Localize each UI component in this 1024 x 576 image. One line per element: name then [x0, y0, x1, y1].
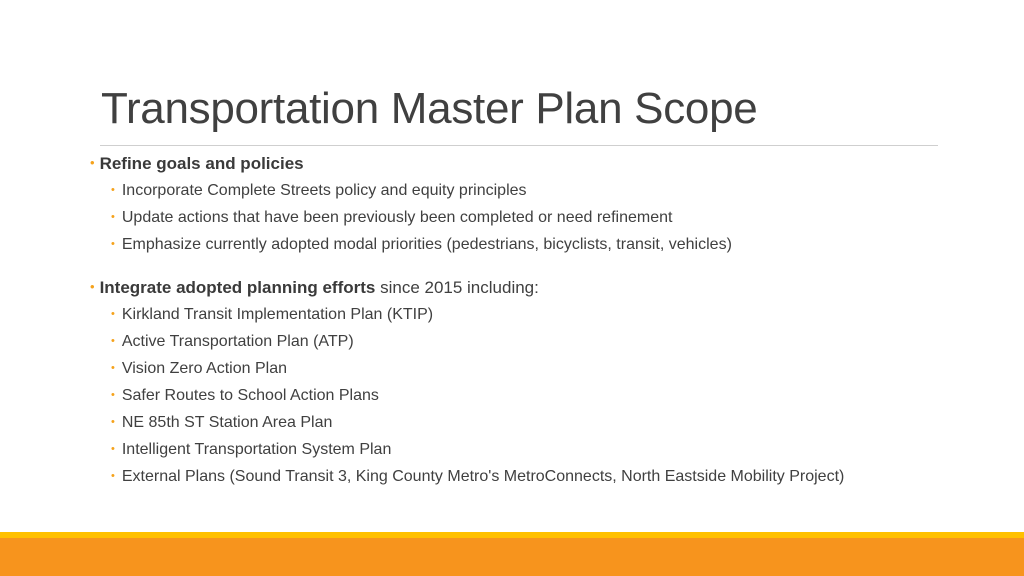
list-item	[111, 414, 332, 432]
section-heading	[90, 278, 539, 298]
list-item	[111, 209, 672, 227]
list-item	[111, 468, 844, 486]
list-item-text: Kirkland Transit Implementation Plan (KTIP)	[121, 306, 434, 323]
bullet-icon: •	[111, 470, 115, 482]
list-item-text: Incorporate Complete Streets policy and equity principles	[121, 182, 527, 199]
list-item-text: External Plans (Sound Transit 3, King County Metro's MetroConnects, North Eastside Mobility Project)	[121, 468, 845, 485]
slide-title: Transportation Master Plan Scope	[101, 84, 758, 133]
bullet-icon: •	[90, 155, 95, 170]
list-item-text: Vision Zero Action Plan	[121, 360, 287, 377]
list-item	[111, 182, 527, 200]
list-item-text: Update actions that have been previously been completed or need refinement	[121, 209, 673, 226]
list-item	[111, 441, 391, 459]
bullet-icon: •	[111, 443, 115, 455]
bullet-icon: •	[111, 211, 115, 223]
list-item	[111, 236, 732, 254]
list-item	[111, 306, 433, 324]
list-item-text: NE 85th ST Station Area Plan	[121, 414, 333, 431]
list-item	[111, 387, 379, 405]
list-item	[111, 333, 354, 351]
list-item	[111, 360, 287, 378]
bullet-icon: •	[111, 308, 115, 320]
list-item-text: Active Transportation Plan (ATP)	[121, 333, 354, 350]
section-heading-bold: Integrate adopted planning efforts	[99, 278, 376, 297]
list-item-text: Emphasize currently adopted modal priorities (pedestrians, bicyclists, transit, vehicles)	[121, 236, 732, 253]
bullet-icon: •	[111, 238, 115, 250]
bullet-icon: •	[90, 279, 95, 294]
bullet-icon: •	[111, 335, 115, 347]
bullet-icon: •	[111, 389, 115, 401]
bullet-icon: •	[111, 416, 115, 428]
list-item-text: Intelligent Transportation System Plan	[121, 441, 392, 458]
section-heading-rest: since 2015 including:	[375, 278, 539, 297]
footer-bar	[0, 538, 1024, 576]
section-heading	[90, 154, 304, 174]
bullet-icon: •	[111, 184, 115, 196]
list-item-text: Safer Routes to School Action Plans	[121, 387, 379, 404]
bullet-icon: •	[111, 362, 115, 374]
section-heading-bold: Refine goals and policies	[99, 154, 304, 173]
